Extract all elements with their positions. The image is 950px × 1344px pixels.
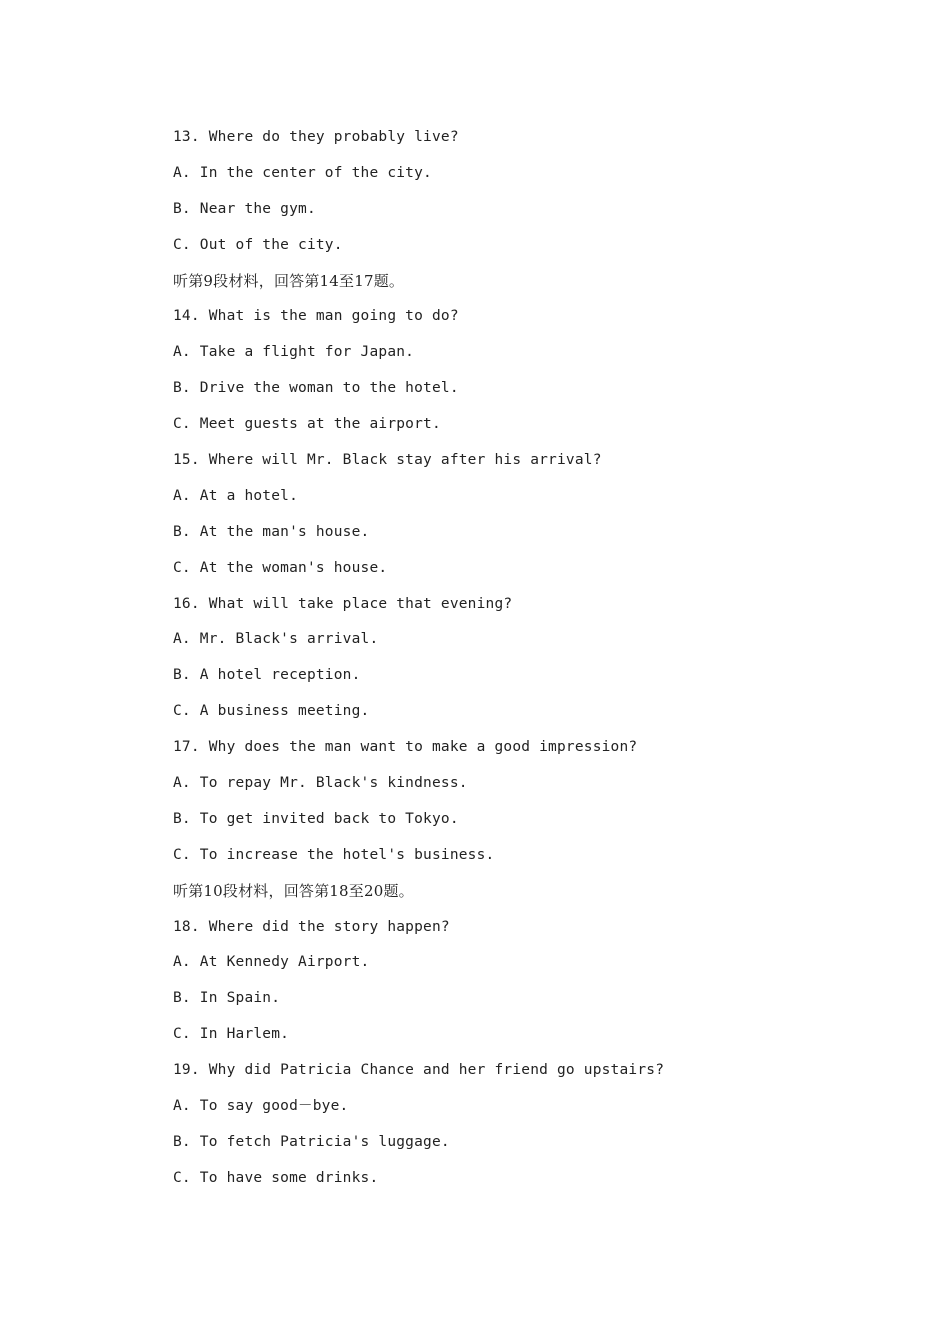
option-19c: C. To have some drinks.	[173, 1169, 379, 1186]
option-14b: B. Drive the woman to the hotel.	[173, 380, 459, 397]
question-14: 14. What is the man going to do?	[173, 308, 459, 325]
question-19: 19. Why did Patricia Chance and her friend go upstairs?	[173, 1062, 665, 1079]
question-15: 15. Where will Mr. Black stay after his arrival?	[173, 452, 602, 469]
option-17b: B. To get invited back to Tokyo.	[173, 810, 459, 827]
option-14a: A. Take a flight for Japan.	[173, 344, 415, 361]
option-16b: B. A hotel reception.	[173, 667, 361, 684]
question-18: 18. Where did the story happen?	[173, 918, 450, 935]
option-14c: C. Meet guests at the airport.	[173, 416, 441, 433]
option-15b: B. At the man's house.	[173, 523, 370, 540]
option-15a: A. At a hotel.	[173, 487, 299, 504]
option-17a: A. To repay Mr. Black's kindness.	[173, 775, 468, 792]
question-13: 13. Where do they probably live?	[173, 129, 459, 145]
option-18c: C. In Harlem.	[173, 1026, 290, 1043]
option-16c: C. A business meeting.	[173, 703, 370, 720]
question-16: 16. What will take place that evening?	[173, 595, 513, 612]
option-13a: A. In the center of the city.	[173, 164, 432, 181]
section-heading-9: 听第9段材料，回答第14至17题。	[173, 271, 405, 290]
option-18a: A. At Kennedy Airport.	[173, 954, 370, 971]
option-19b: B. To fetch Patricia's luggage.	[173, 1133, 450, 1150]
option-15c: C. At the woman's house.	[173, 559, 388, 576]
section-heading-10: 听第10段材料，回答第18至20题。	[173, 881, 414, 900]
option-13b: B. Near the gym.	[173, 200, 316, 217]
option-19a: A. To say good－bye.	[173, 1098, 349, 1115]
question-list	[173, 124, 873, 1201]
option-13c: C. Out of the city.	[173, 236, 343, 253]
option-18b: B. In Spain.	[173, 990, 281, 1007]
question-17: 17. Why does the man want to make a good impression?	[173, 739, 638, 756]
option-16a: A. Mr. Black's arrival.	[173, 631, 379, 648]
option-17c: C. To increase the hotel's business.	[173, 846, 495, 863]
